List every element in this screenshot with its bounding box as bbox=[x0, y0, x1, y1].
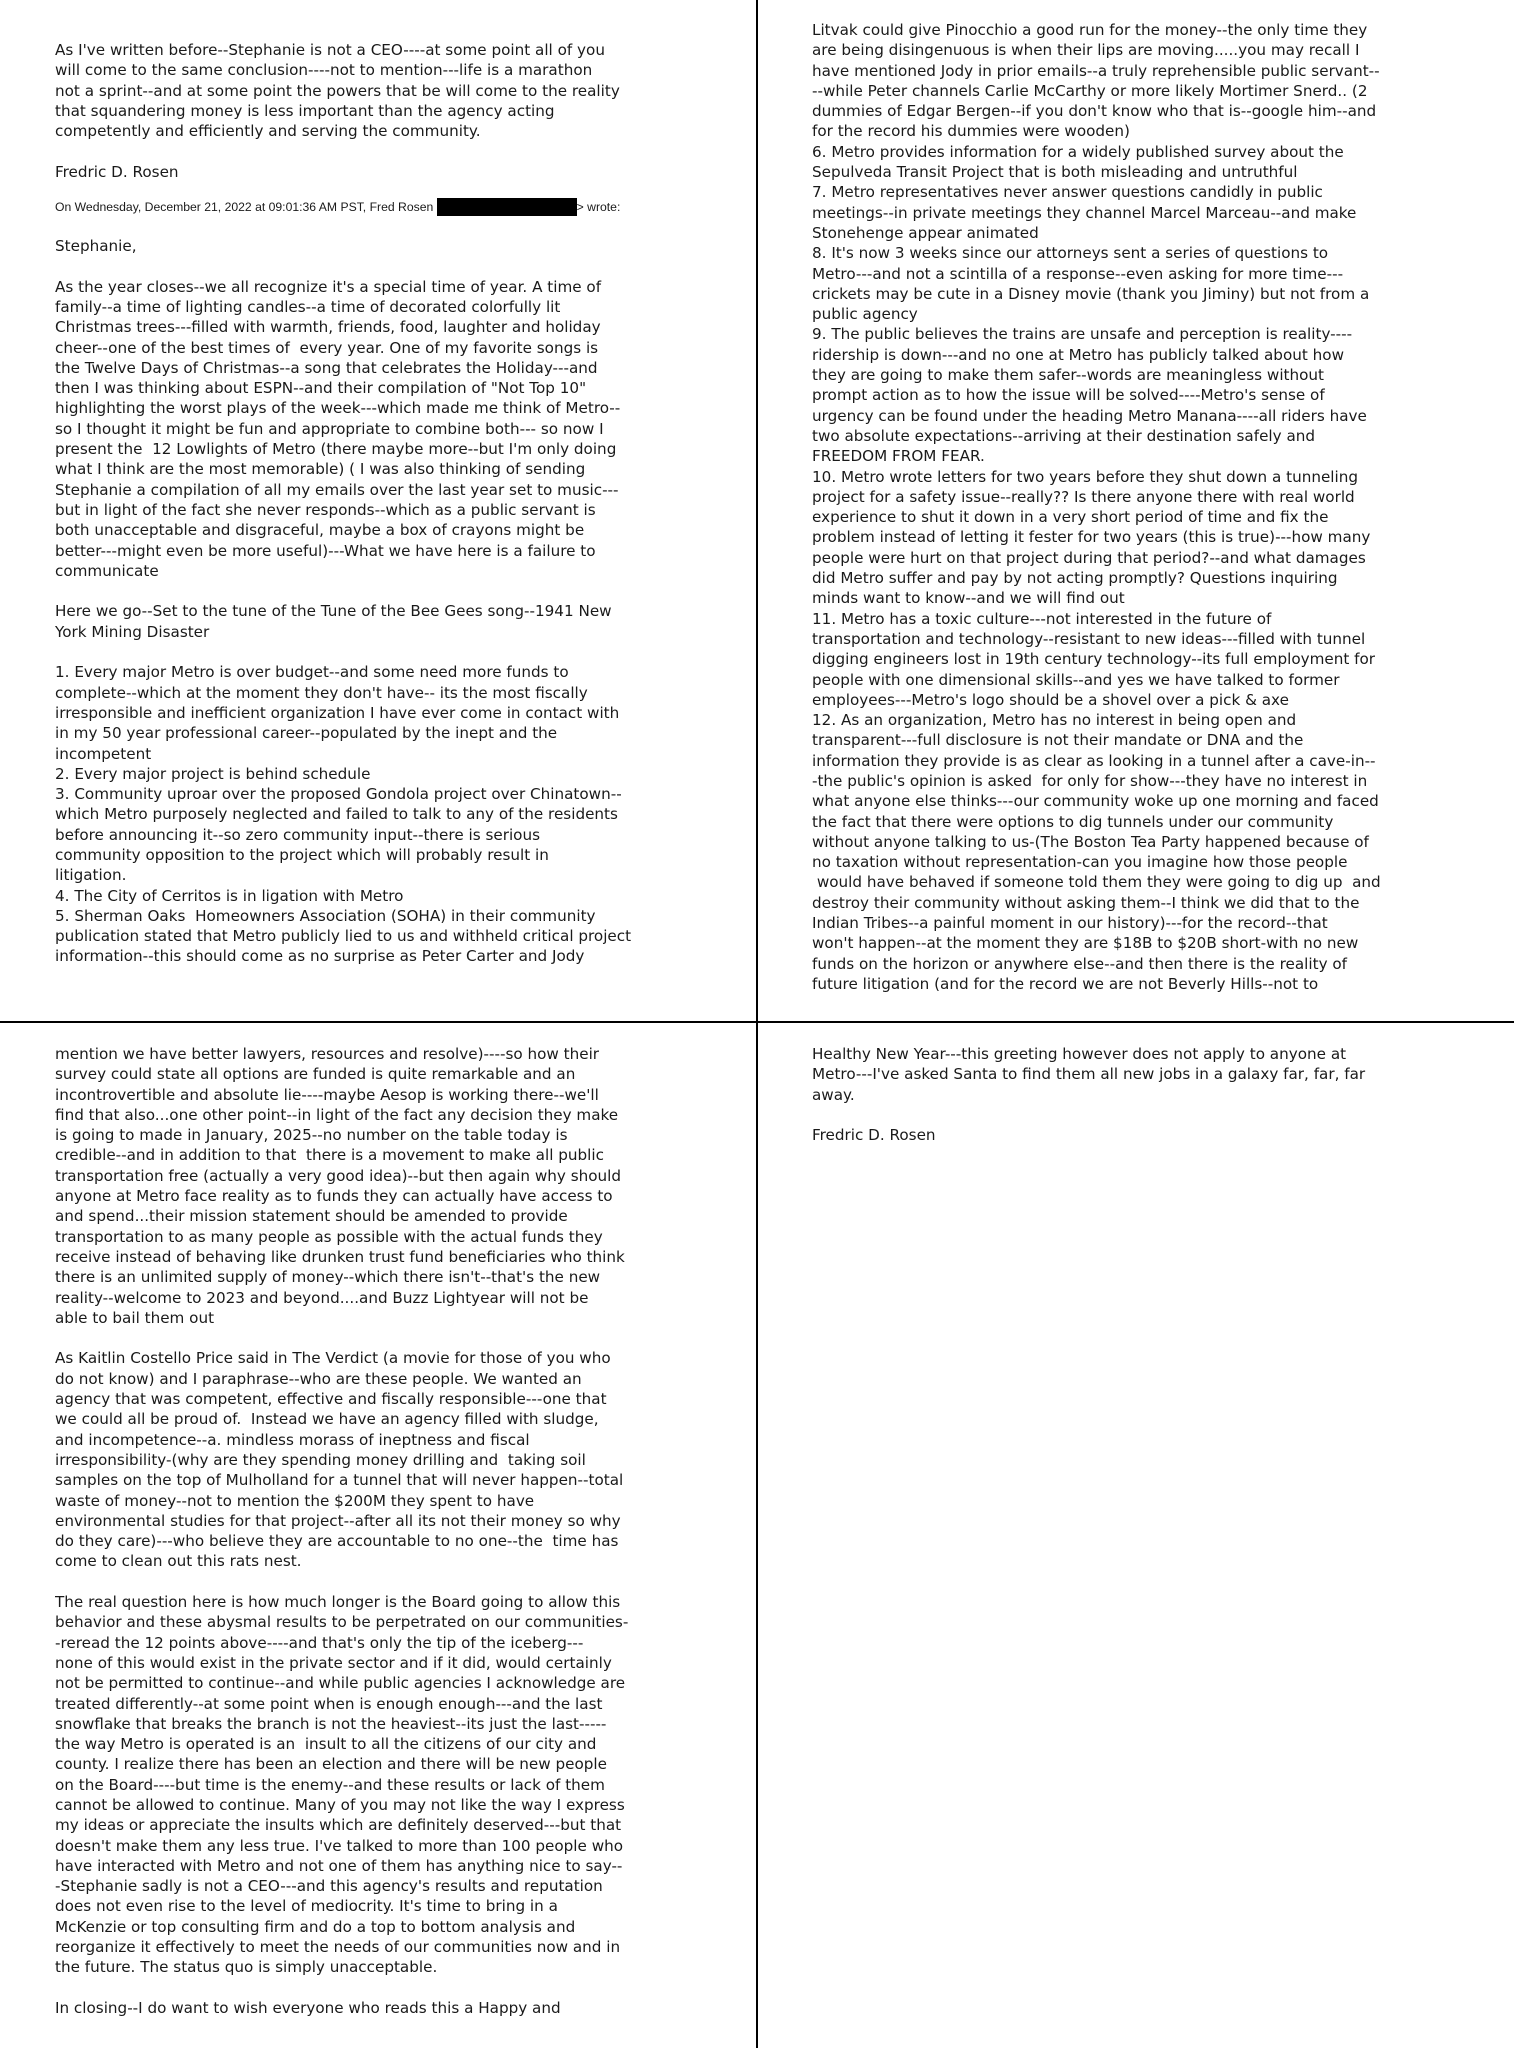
text-line: anyone at Metro face reality as to funds they can actually have access to bbox=[55, 1187, 613, 1206]
text-line: community opposition to the project which will probably result in bbox=[55, 845, 549, 864]
text-line: treated differently--at some point when is enough enough---and the last bbox=[55, 1694, 603, 1713]
text-line: Indian Tribes--a painful moment in our history)---for the record--that bbox=[812, 914, 1328, 933]
text-line: none of this would exist in the private sector and if it did, would certainly bbox=[55, 1653, 612, 1672]
text-line: Metro---I've asked Santa to find them all new jobs in a galaxy far, far, far bbox=[812, 1065, 1366, 1084]
song-paragraph bbox=[55, 601, 715, 642]
text-line: county. I realize there has been an election and there will be new people bbox=[55, 1755, 607, 1774]
text-line: 2. Every major project is behind schedule bbox=[55, 764, 371, 783]
text-line: Healthy New Year---this greeting however does not apply to anyone at bbox=[812, 1045, 1347, 1063]
text-line: prompt action as to how the issue will be solved----Metro's sense of bbox=[812, 386, 1325, 405]
text-line: survey could state all options are funded is quite remarkable and an bbox=[55, 1065, 576, 1084]
text-line: experience to shut it down in a very short period of time and fix the bbox=[812, 508, 1329, 527]
text-line: -Stephanie sadly is not a CEO---and this agency's results and reputation bbox=[55, 1877, 603, 1896]
new-year-paragraph bbox=[812, 1044, 1462, 1105]
signature: Fredric D. Rosen bbox=[55, 162, 179, 181]
text-line: --while Peter channels Carlie McCarthy or more likely Mortimer Snerd.. (2 bbox=[812, 81, 1368, 100]
lowlights-list-continued bbox=[812, 20, 1462, 994]
redacted-email bbox=[437, 198, 577, 216]
vertical-divider bbox=[756, 0, 758, 2048]
text-line: two absolute expectations--arriving at their destination safely and bbox=[812, 426, 1316, 445]
text-line: The real question here is how much longer is the Board going to allow this bbox=[55, 1593, 621, 1612]
text-line: then I was thinking about ESPN--and their compilation of "Not Top 10" bbox=[55, 379, 587, 398]
text-line: transportation free (actually a very good idea)--but then again why should bbox=[55, 1166, 622, 1185]
text-line: highlighting the worst plays of the week---which made me think of Metro-- bbox=[55, 399, 621, 418]
text-line: reorganize it effectively to meet the needs of our communities now and in bbox=[55, 1938, 621, 1957]
text-line: 9. The public believes the trains are unsafe and perception is reality---- bbox=[812, 325, 1353, 344]
text-line: would have behaved if someone told them they were going to dig up and bbox=[812, 873, 1381, 892]
text-line: 7. Metro representatives never answer questions candidly in public bbox=[812, 183, 1323, 202]
text-line: -the public's opinion is asked for only for show---they have no interest in bbox=[812, 771, 1368, 790]
text-line: did Metro suffer and pay by not acting promptly? Questions inquiring bbox=[812, 569, 1338, 588]
text-line: without anyone talking to us-(The Boston Tea Party happened because of bbox=[812, 832, 1369, 851]
text-line: project for a safety issue--really?? Is there anyone there with real world bbox=[812, 487, 1355, 506]
text-line: come to clean out this rats nest. bbox=[55, 1552, 302, 1571]
text-line: As I've written before--Stephanie is not a CEO----at some point all of you bbox=[55, 41, 605, 59]
text-line: but in light of the fact she never responds--which as a public servant is bbox=[55, 500, 596, 519]
reply-header-prefix: On Wednesday, December 21, 2022 at 09:01:36 AM PST, Fred Rosen bbox=[55, 200, 437, 215]
text-line: no taxation without representation-can you imagine how those people bbox=[812, 853, 1348, 872]
text-line: credible--and in addition to that there is a movement to make all public bbox=[55, 1146, 604, 1165]
text-line: do they care)---who believe they are accountable to no one--the time has bbox=[55, 1532, 619, 1551]
funding-paragraph bbox=[55, 1044, 715, 1328]
text-line: what anyone else thinks---our community woke up one morning and faced bbox=[812, 792, 1379, 811]
text-line: digging engineers lost in 19th century technology--its full employment for bbox=[812, 650, 1376, 669]
text-line: transportation and technology--resistant to new ideas---filled with tunnel bbox=[812, 629, 1366, 648]
text-line: not a sprint--and at some point the powers that be will come to the reality bbox=[55, 81, 620, 100]
text-line: that squandering money is less important than the agency acting bbox=[55, 101, 555, 120]
text-line: before announcing it--so zero community input--there is serious bbox=[55, 825, 540, 844]
text-line: both unacceptable and disgraceful, maybe a box of crayons might be bbox=[55, 521, 585, 540]
text-line: 12. As an organization, Metro has no interest in being open and bbox=[812, 711, 1297, 730]
text-line: publication stated that Metro publicly lied to us and withheld critical project bbox=[55, 927, 632, 946]
text-line: reality--welcome to 2023 and beyond....and Buzz Lightyear will not be bbox=[55, 1288, 589, 1307]
text-line: public agency bbox=[812, 305, 918, 324]
text-line: the fact that there were options to dig tunnels under our community bbox=[812, 812, 1334, 831]
text-line: Sepulveda Transit Project that is both misleading and untruthful bbox=[812, 163, 1298, 182]
text-line: 4. The City of Cerritos is in ligation with Metro bbox=[55, 886, 404, 905]
text-line: the future. The status quo is simply unacceptable. bbox=[55, 1958, 438, 1977]
text-line: Metro---and not a scintilla of a response--even asking for more time--- bbox=[812, 264, 1344, 283]
text-line: so I thought it might be fun and appropriate to combine both--- so now I bbox=[55, 419, 604, 438]
text-line: snowflake that breaks the branch is not the heaviest--its just the last----- bbox=[55, 1714, 607, 1733]
text-line: in my 50 year professional career--populated by the inept and the bbox=[55, 724, 558, 743]
text-line: cheer--one of the best times of every year. One of my favorite songs is bbox=[55, 338, 599, 357]
text-line: are being disingenuous is when their lips are moving.....you may recall I bbox=[812, 41, 1360, 60]
text-line: destroy their community without asking them--I think we did that to the bbox=[812, 893, 1360, 912]
text-line: won't happen--at the moment they are $18B to $20B short-with no new bbox=[812, 934, 1359, 953]
opening-paragraph bbox=[55, 277, 715, 581]
text-line: the Twelve Days of Christmas--a song that celebrates the Holiday---and bbox=[55, 358, 598, 377]
text-line: people with one dimensional skills--and yes we have talked to former bbox=[812, 670, 1340, 689]
text-line: people were hurt on that project during that period?--and what damages bbox=[812, 548, 1366, 567]
text-line: Stephanie a compilation of all my emails over the last year set to music--- bbox=[55, 480, 619, 499]
text-line: employees---Metro's logo should be a shovel over a pick & axe bbox=[812, 690, 1289, 709]
text-line: 1. Every major Metro is over budget--and some need more funds to bbox=[55, 663, 569, 682]
text-line: incontrovertible and absolute lie----maybe Aesop is working there--we'll bbox=[55, 1085, 599, 1104]
text-line: on the Board----but time is the enemy--and these results or lack of them bbox=[55, 1775, 605, 1794]
text-line: is going to made in January, 2025--no number on the table today is bbox=[55, 1126, 568, 1145]
text-line: litigation. bbox=[55, 866, 127, 885]
text-line: FREEDOM FROM FEAR. bbox=[812, 447, 985, 466]
text-line: do not know) and I paraphrase--who are these people. We wanted an bbox=[55, 1369, 582, 1388]
text-line: receive instead of behaving like drunken trust fund beneficiaries who think bbox=[55, 1247, 625, 1266]
text-line: my ideas or appreciate the insults which are definitely deserved---but that bbox=[55, 1816, 622, 1835]
text-line: ridership is down---and no one at Metro has publicly talked about how bbox=[812, 345, 1344, 364]
text-line: able to bail them out bbox=[55, 1308, 215, 1327]
board-paragraph bbox=[55, 1592, 715, 1978]
page-bottom-right bbox=[812, 1044, 1462, 1244]
text-line: present the 12 Lowlights of Metro (there maybe more--but I'm only doing bbox=[55, 440, 617, 459]
text-line: agency that was competent, effective and fiscally responsible---one that bbox=[55, 1390, 607, 1409]
closing-signature: Fredric D. Rosen bbox=[812, 1126, 936, 1145]
text-line: transportation to as many people as possible with the actual funds they bbox=[55, 1227, 603, 1246]
intro-paragraph bbox=[55, 40, 715, 141]
text-line: Here we go--Set to the tune of the Tune of the Bee Gees song--1941 New bbox=[55, 602, 612, 621]
lowlights-list bbox=[55, 662, 715, 966]
text-line: As Kaitlin Costello Price said in The Verdict (a movie for those of you who bbox=[55, 1349, 611, 1368]
text-line: will come to the same conclusion----not to mention---life is a marathon bbox=[55, 61, 593, 80]
text-line: 5. Sherman Oaks Homeowners Association (SOHA) in their community bbox=[55, 906, 596, 925]
verdict-paragraph bbox=[55, 1348, 715, 1571]
text-line: Litvak could give Pinocchio a good run for the money--the only time they bbox=[812, 21, 1368, 39]
text-line: meetings--in private meetings they channel Marcel Marceau--and make bbox=[812, 203, 1357, 222]
text-line: for the record his dummies were wooden) bbox=[812, 122, 1130, 141]
text-line: McKenzie or top consulting firm and do a top to bottom analysis and bbox=[55, 1917, 576, 1936]
text-line: In closing--I do want to wish everyone who reads this a Happy and bbox=[55, 1998, 561, 2017]
text-line: dummies of Edgar Bergen--if you don't know who that is--google him--and bbox=[812, 102, 1377, 121]
text-line: As the year closes--we all recognize it's a special time of year. A time of bbox=[55, 277, 602, 296]
text-line: they are going to make them safer--words are meaningless without bbox=[812, 366, 1324, 385]
text-line: and incompetence--a. mindless morass of ineptness and fiscal bbox=[55, 1430, 530, 1449]
text-line: 8. It's now 3 weeks since our attorneys sent a series of questions to bbox=[812, 244, 1329, 263]
text-line: crickets may be cute in a Disney movie (thank you Jiminy) but not from a bbox=[812, 284, 1370, 303]
text-line: funds on the horizon or anywhere else--and then there is the reality of bbox=[812, 954, 1348, 973]
text-line: cannot be allowed to continue. Many of you may not like the way I express bbox=[55, 1795, 625, 1814]
salutation: Stephanie, bbox=[55, 237, 137, 256]
text-line: 11. Metro has a toxic culture---not interested in the future of bbox=[812, 609, 1272, 628]
text-line: future litigation (and for the record we are not Beverly Hills--not to bbox=[812, 974, 1319, 993]
text-line: irresponsible and inefficient organization I have ever come in contact with bbox=[55, 703, 620, 722]
closing-paragraph bbox=[55, 1998, 715, 2018]
text-line: have mentioned Jody in prior emails--a truly reprehensible public servant-- bbox=[812, 61, 1380, 80]
text-line: transparent---full disclosure is not their mandate or DNA and the bbox=[812, 731, 1304, 750]
reply-header bbox=[55, 198, 715, 216]
page-top-left bbox=[55, 40, 715, 1015]
text-line: what I think are the most memorable) ( I was also thinking of sending bbox=[55, 460, 586, 479]
text-line: urgency can be found under the heading Metro Manana----all riders have bbox=[812, 406, 1367, 425]
text-line: we could all be proud of. Instead we have an agency filled with sludge, bbox=[55, 1410, 599, 1429]
text-line: does not even rise to the level of mediocrity. It's time to bring in a bbox=[55, 1897, 558, 1916]
text-line: Stonehenge appear animated bbox=[812, 223, 1039, 242]
text-line: competently and efficiently and serving the community. bbox=[55, 122, 481, 141]
text-line: information they provide is as clear as looking in a tunnel after a cave-in-- bbox=[812, 751, 1376, 770]
page-bottom-left bbox=[55, 1044, 715, 2044]
text-line: problem instead of letting it fester for two years (this is true)---how many bbox=[812, 528, 1371, 547]
text-line: incompetent bbox=[55, 744, 152, 763]
text-line: the way Metro is operated is an insult to all the citizens of our city and bbox=[55, 1735, 597, 1754]
text-line: minds want to know--and we will find out bbox=[812, 589, 1125, 608]
text-line: environmental studies for that project--after all its not their money so why bbox=[55, 1511, 621, 1530]
text-line: find that also...one other point--in light of the fact any decision they make bbox=[55, 1105, 619, 1124]
text-line: samples on the top of Mulholland for a tunnel that will never happen--total bbox=[55, 1471, 624, 1490]
text-line: not be permitted to continue--and while public agencies I acknowledge are bbox=[55, 1674, 626, 1693]
text-line: have interacted with Metro and not one of them has anything nice to say-- bbox=[55, 1856, 623, 1875]
text-line: Christmas trees---filled with warmth, friends, food, laughter and holiday bbox=[55, 318, 601, 337]
text-line: irresponsibility-(why are they spending money drilling and taking soil bbox=[55, 1450, 586, 1469]
page-top-right bbox=[812, 20, 1462, 1015]
text-line: which Metro purposely neglected and failed to talk to any of the residents bbox=[55, 805, 618, 824]
text-line: waste of money--not to mention the $200M they spent to have bbox=[55, 1491, 535, 1510]
text-line: communicate bbox=[55, 561, 159, 580]
text-line: 6. Metro provides information for a widely published survey about the bbox=[812, 142, 1344, 161]
text-line: mention we have better lawyers, resources and resolve)----so how their bbox=[55, 1045, 600, 1063]
text-line: away. bbox=[812, 1085, 855, 1104]
text-line: better---might even be more useful)---What we have here is a failure to bbox=[55, 541, 596, 560]
text-line: and spend...their mission statement should be amended to provide bbox=[55, 1207, 568, 1226]
text-line: -reread the 12 points above----and that's only the tip of the iceberg--- bbox=[55, 1633, 584, 1652]
text-line: York Mining Disaster bbox=[55, 622, 210, 641]
reply-header-suffix: > wrote: bbox=[576, 200, 621, 215]
text-line: complete--which at the moment they don't have-- its the most fiscally bbox=[55, 683, 588, 702]
horizontal-divider bbox=[0, 1021, 1514, 1023]
text-line: doesn't make them any less true. I've talked to more than 100 people who bbox=[55, 1836, 624, 1855]
text-line: behavior and these abysmal results to be perpetrated on our communities- bbox=[55, 1613, 629, 1632]
text-line: 3. Community uproar over the proposed Gondola project over Chinatown-- bbox=[55, 785, 622, 804]
text-line: information--this should come as no surprise as Peter Carter and Jody bbox=[55, 947, 585, 966]
text-line: 10. Metro wrote letters for two years before they shut down a tunneling bbox=[812, 467, 1359, 486]
text-line: there is an unlimited supply of money--which there isn't--that's the new bbox=[55, 1268, 601, 1287]
text-line: family--a time of lighting candles--a time of decorated colorfully lit bbox=[55, 297, 561, 316]
